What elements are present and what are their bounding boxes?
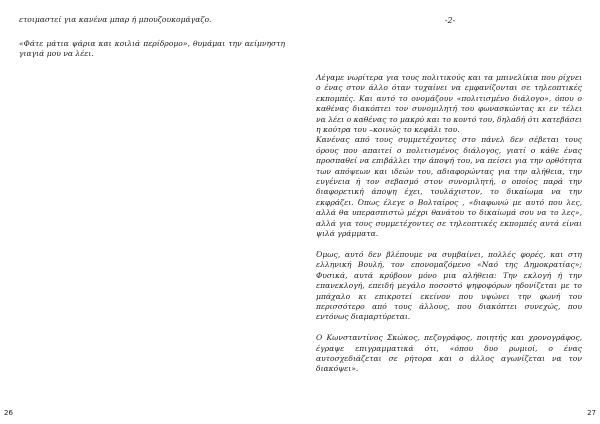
chapter-marker: -2-: [444, 16, 456, 25]
right-paragraph-1: Λέγαμε νωρίτερα για τους πολιτικούς και τα μπινελίκια που ρίχνει ο ένας στον άλλο όταν τυχαίνει να εμφανίζονται σε τηλεοπτικές εκπομπές. Και αυτό το ονομάζουν «πολιτισμένο διάλογο», όπου ο καθένας διακόπτει τον συνομιλητή του φωνασκώντας κι εν τέλει να λέει ο καθένας το μακρύ και το κοντό του, δηλαδή ότι κατεβάσει η κούτρα του –κοινώς το κεφάλι του.: [316, 73, 582, 135]
right-paragraph-3: Όμως, αυτό δεν βλέπουμε να συμβαίνει, πολλές φορές, και στη ελληνική Βουλή, τον επονομαζόμενο «Ναό της Δημοκρατίας»; Φυσικά, αυτά κρύβουν μόνο μια αλήθεια: Την εκλογή ή την επανεκλογή, επειδή μεγάλο ποσοστό ψηφοφόρων ηδονίζεται με το μπάχαλο κι επικροτεί εκείνον που υψώνει την φωνή του περισσότερο από τους άλλους, που διακόπτει συνεχώς, που εντόνως διαμαρτύρεται.: [316, 249, 582, 322]
right-paragraph-2: Κανένας από τους συμμετέχοντες στο πάνελ δεν σέβεται τους όρους που απαιτεί ο πολιτισμένος διάλογος, γιατί ο κάθε ένας προσπαθεί να επιβάλλει την άποψή του, να πείσει για την ορθότητα των απόψεων και ιδεών του, αδιαφορώντας για την αλήθεια, την ευγένεια ή τον σεβασμό στον συνομιλητή, ο οποίος παρά την διαφορετική άποψη έχει, τουλάχιστον, το δικαίωμα να την εκφράζει. Όπως έλεγε ο Βολταίρος , «διαφωνώ με αυτό που λες, αλλά θα υπερασπιστώ μέχρι θανάτου το δικαίωμά σου να το λες», αλλά για τους συμμετέχοντες σε τηλεοπτικές εκπομπές αυτά είναι ψιλά γράμματα.: [316, 135, 582, 239]
left-paragraph-1: ετοιμαστεί για κανένα μπαρ ή μπουζουκομάγαζο.: [19, 15, 212, 24]
right-page: [300, 0, 600, 424]
page-number-left: 26: [4, 409, 13, 417]
right-body: [316, 73, 582, 385]
page-number-right: 27: [587, 409, 596, 417]
left-paragraph-2: «Φάτε μάτια ψάρια και κοιλιά περίδρομο», θυμάμαι την αείμνηστη γιαγιά μου να λέει.: [19, 39, 285, 59]
right-paragraph-4: Ο Κωνσταντίνος Σκώκος, πεζογράφος, ποιητής και χρονογράφος, έγραψε επιγραμματικά ότι, «όπου δυο ρωμιοί, ο ένας αυτοσχεδιάζεται σε ρήτορα και ο άλλος αγωνίζεται να τον διακόψει».: [316, 333, 582, 374]
